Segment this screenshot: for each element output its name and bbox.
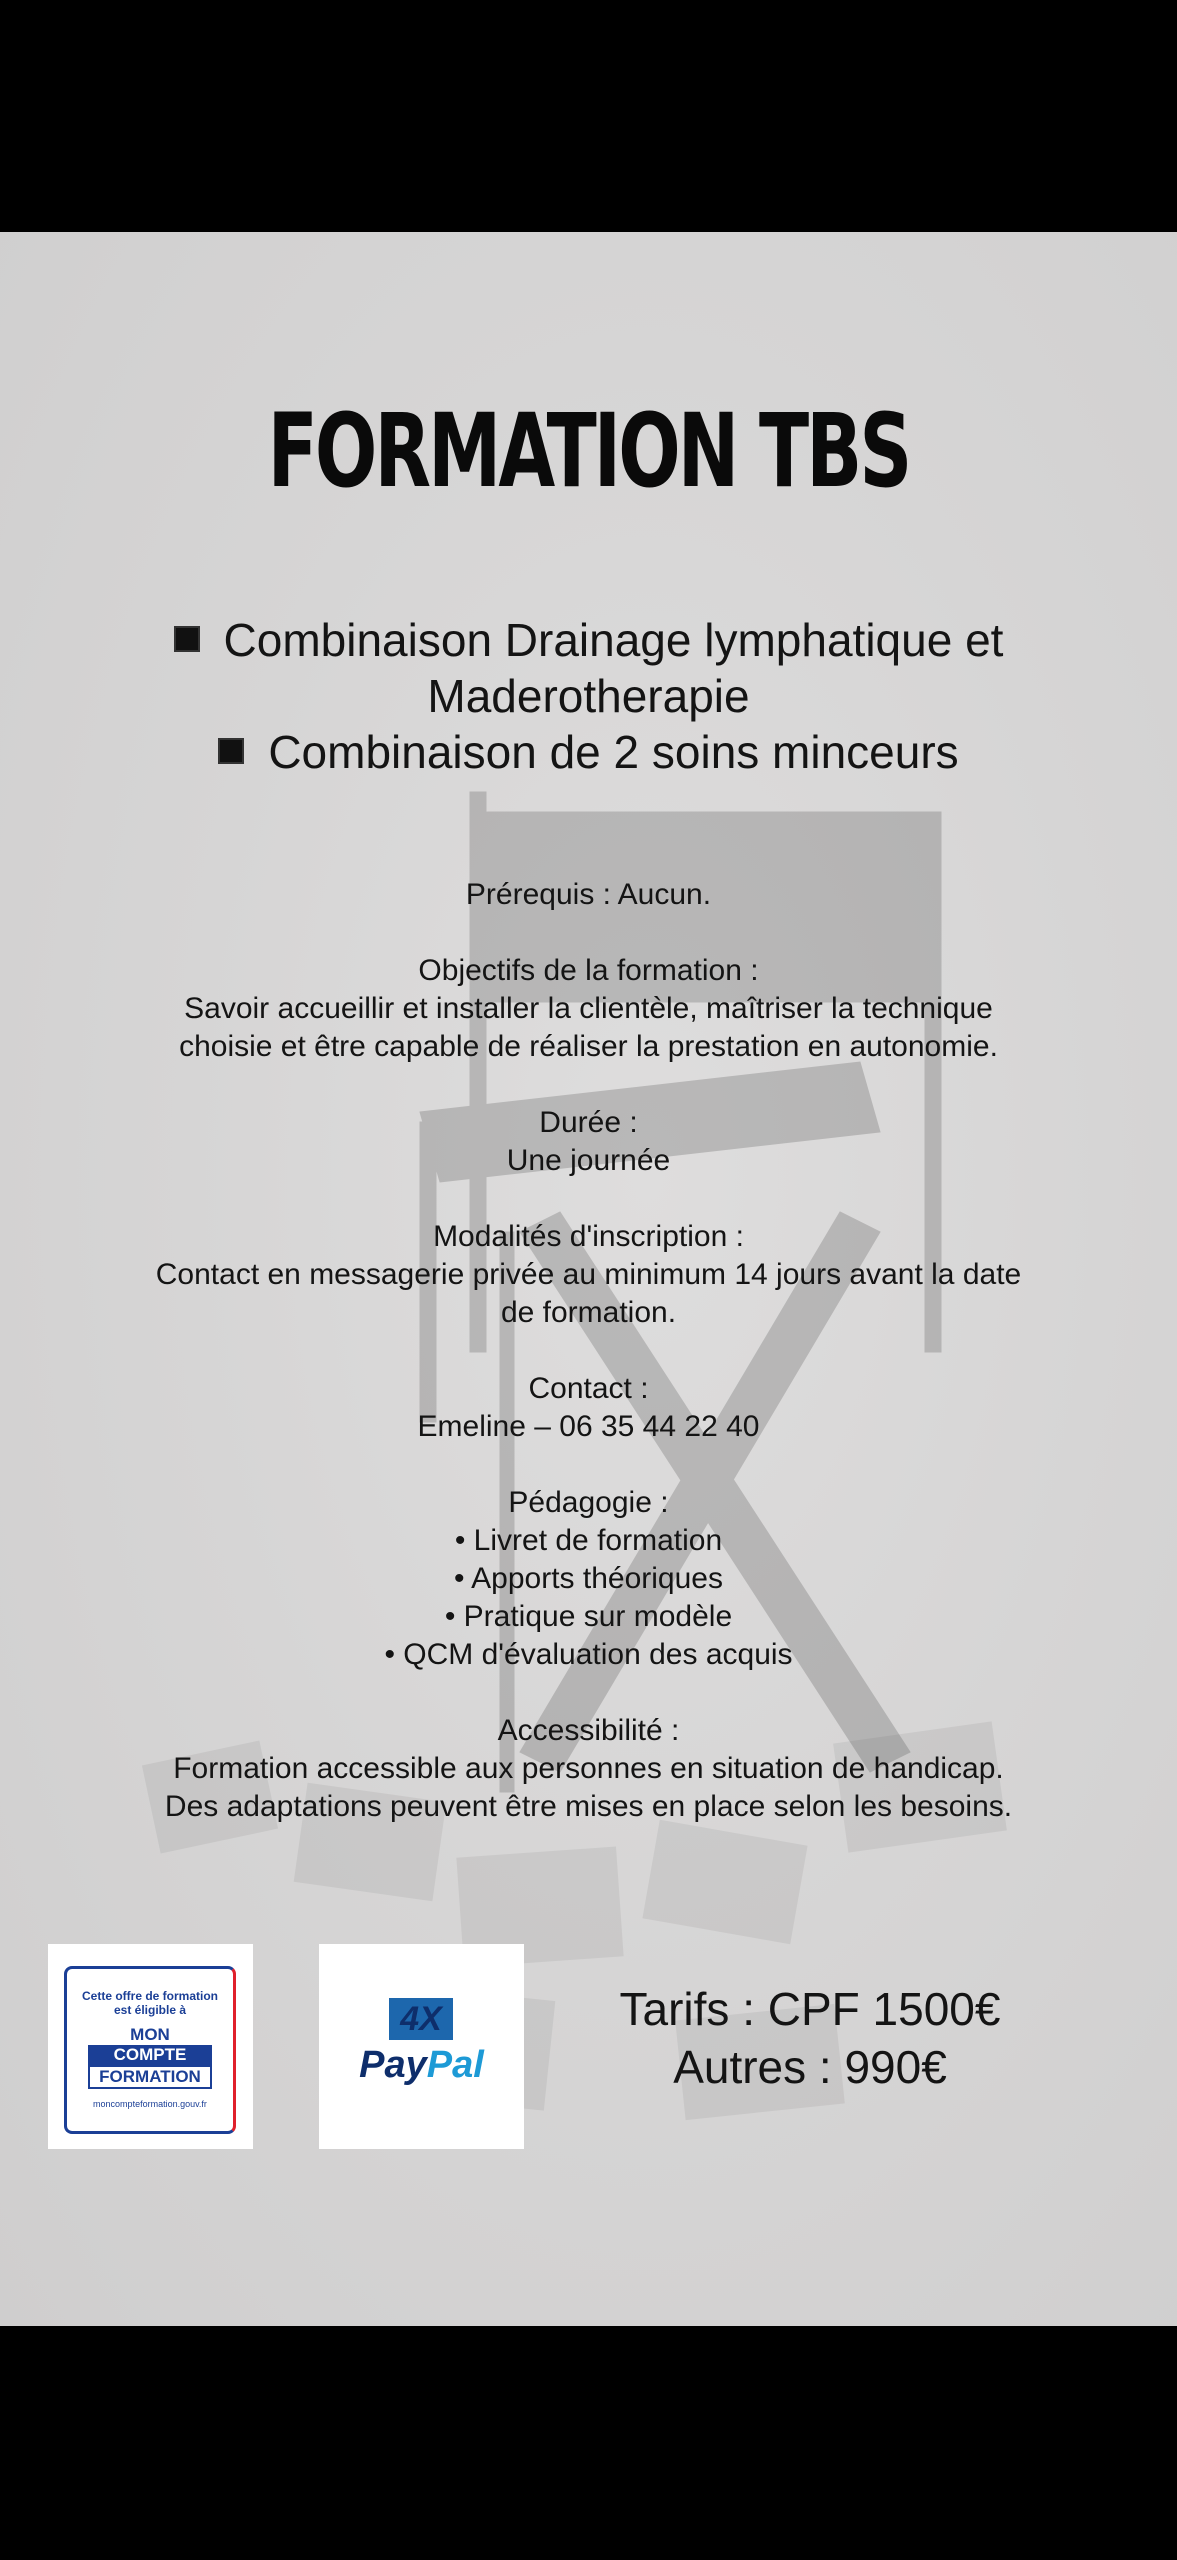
paypal-pal-text: Pal	[426, 2044, 484, 2086]
pedagogie-item: • QCM d'évaluation des acquis	[384, 1638, 793, 1671]
bullet-list	[0, 612, 1177, 780]
bullet-item	[0, 724, 1177, 780]
paypal-pay-text: Pay	[359, 2044, 427, 2086]
prerequis-text: Prérequis : Aucun.	[465, 878, 712, 911]
prerequis-block	[0, 876, 1177, 914]
bullet-text: Combinaison de 2 soins minceurs	[268, 726, 959, 778]
accessibilite-text: Formation accessible aux personnes en situation de handicap.	[173, 1752, 1004, 1785]
square-bullet-icon	[174, 626, 200, 652]
objectifs-text: Savoir accueillir et installer la clientèle, maîtriser la technique	[184, 992, 993, 1025]
page-title: FORMATION TBS	[267, 392, 910, 511]
contact-phone: Emeline – 06 35 44 22 40	[417, 1410, 760, 1443]
pedagogie-item: • Pratique sur modèle	[444, 1600, 733, 1633]
cpf-logo-mon: MON	[130, 2025, 170, 2044]
cpf-url: moncompteformation.gouv.fr	[93, 2099, 207, 2109]
modalites-text: de formation.	[500, 1296, 677, 1329]
duree-heading: Durée :	[539, 1106, 638, 1139]
price-cpf: Tarifs : CPF 1500€	[619, 1983, 1001, 2035]
accessibilite-text: Des adaptations peuvent être mises en place selon les besoins.	[164, 1790, 1013, 1823]
mon-compte-formation-logo	[88, 2025, 212, 2089]
objectifs-block	[0, 952, 1177, 1066]
pedagogie-item: • Apports théoriques	[453, 1562, 723, 1595]
price-other: Autres : 990€	[673, 2041, 947, 2093]
objectifs-heading: Objectifs de la formation :	[418, 954, 759, 987]
cpf-line: est éligible à	[113, 2003, 187, 2017]
objectifs-text: choisie et être capable de réaliser la prestation en autonomie.	[179, 1030, 998, 1063]
accessibilite-block	[0, 1712, 1177, 1826]
cpf-logo-compte: COMPTE	[88, 2045, 212, 2065]
bullet-item	[0, 612, 1177, 668]
cpf-logo	[64, 1966, 236, 2134]
duree-value: Une journée	[506, 1144, 671, 1177]
cpf-logo-formation: FORMATION	[88, 2065, 212, 2089]
accessibilite-heading: Accessibilité :	[497, 1714, 680, 1747]
paypal-4x-label: 4X	[389, 1998, 453, 2040]
cpf-offer-text	[67, 1989, 233, 2017]
modalites-heading: Modalités d'inscription :	[433, 1220, 744, 1253]
cpf-line: Cette offre de formation	[81, 1989, 218, 2003]
poster	[0, 232, 1177, 2326]
top-black-bar	[0, 0, 1177, 232]
pricing	[560, 1980, 1060, 2096]
bullet-text-continued: Maderotherapie	[427, 670, 750, 722]
contact-heading: Contact :	[528, 1372, 649, 1405]
pedagogie-item: • Livret de formation	[454, 1524, 723, 1557]
cpf-eligibility-badge	[48, 1944, 253, 2149]
duree-block	[0, 1104, 1177, 1180]
contact-block	[0, 1370, 1177, 1446]
square-bullet-icon	[218, 738, 244, 764]
paypal-4x-badge	[319, 1944, 524, 2149]
pedagogie-heading: Pédagogie :	[508, 1486, 669, 1519]
modalites-block	[0, 1218, 1177, 1332]
info-section	[0, 876, 1177, 1864]
modalites-text: Contact en messagerie privée au minimum 14 jours avant la date	[155, 1258, 1022, 1291]
bottom-black-bar	[0, 2326, 1177, 2560]
pedagogie-block	[0, 1484, 1177, 1674]
paypal-logo	[319, 2044, 524, 2087]
bullet-text: Combinaison Drainage lymphatique et	[223, 614, 1004, 666]
